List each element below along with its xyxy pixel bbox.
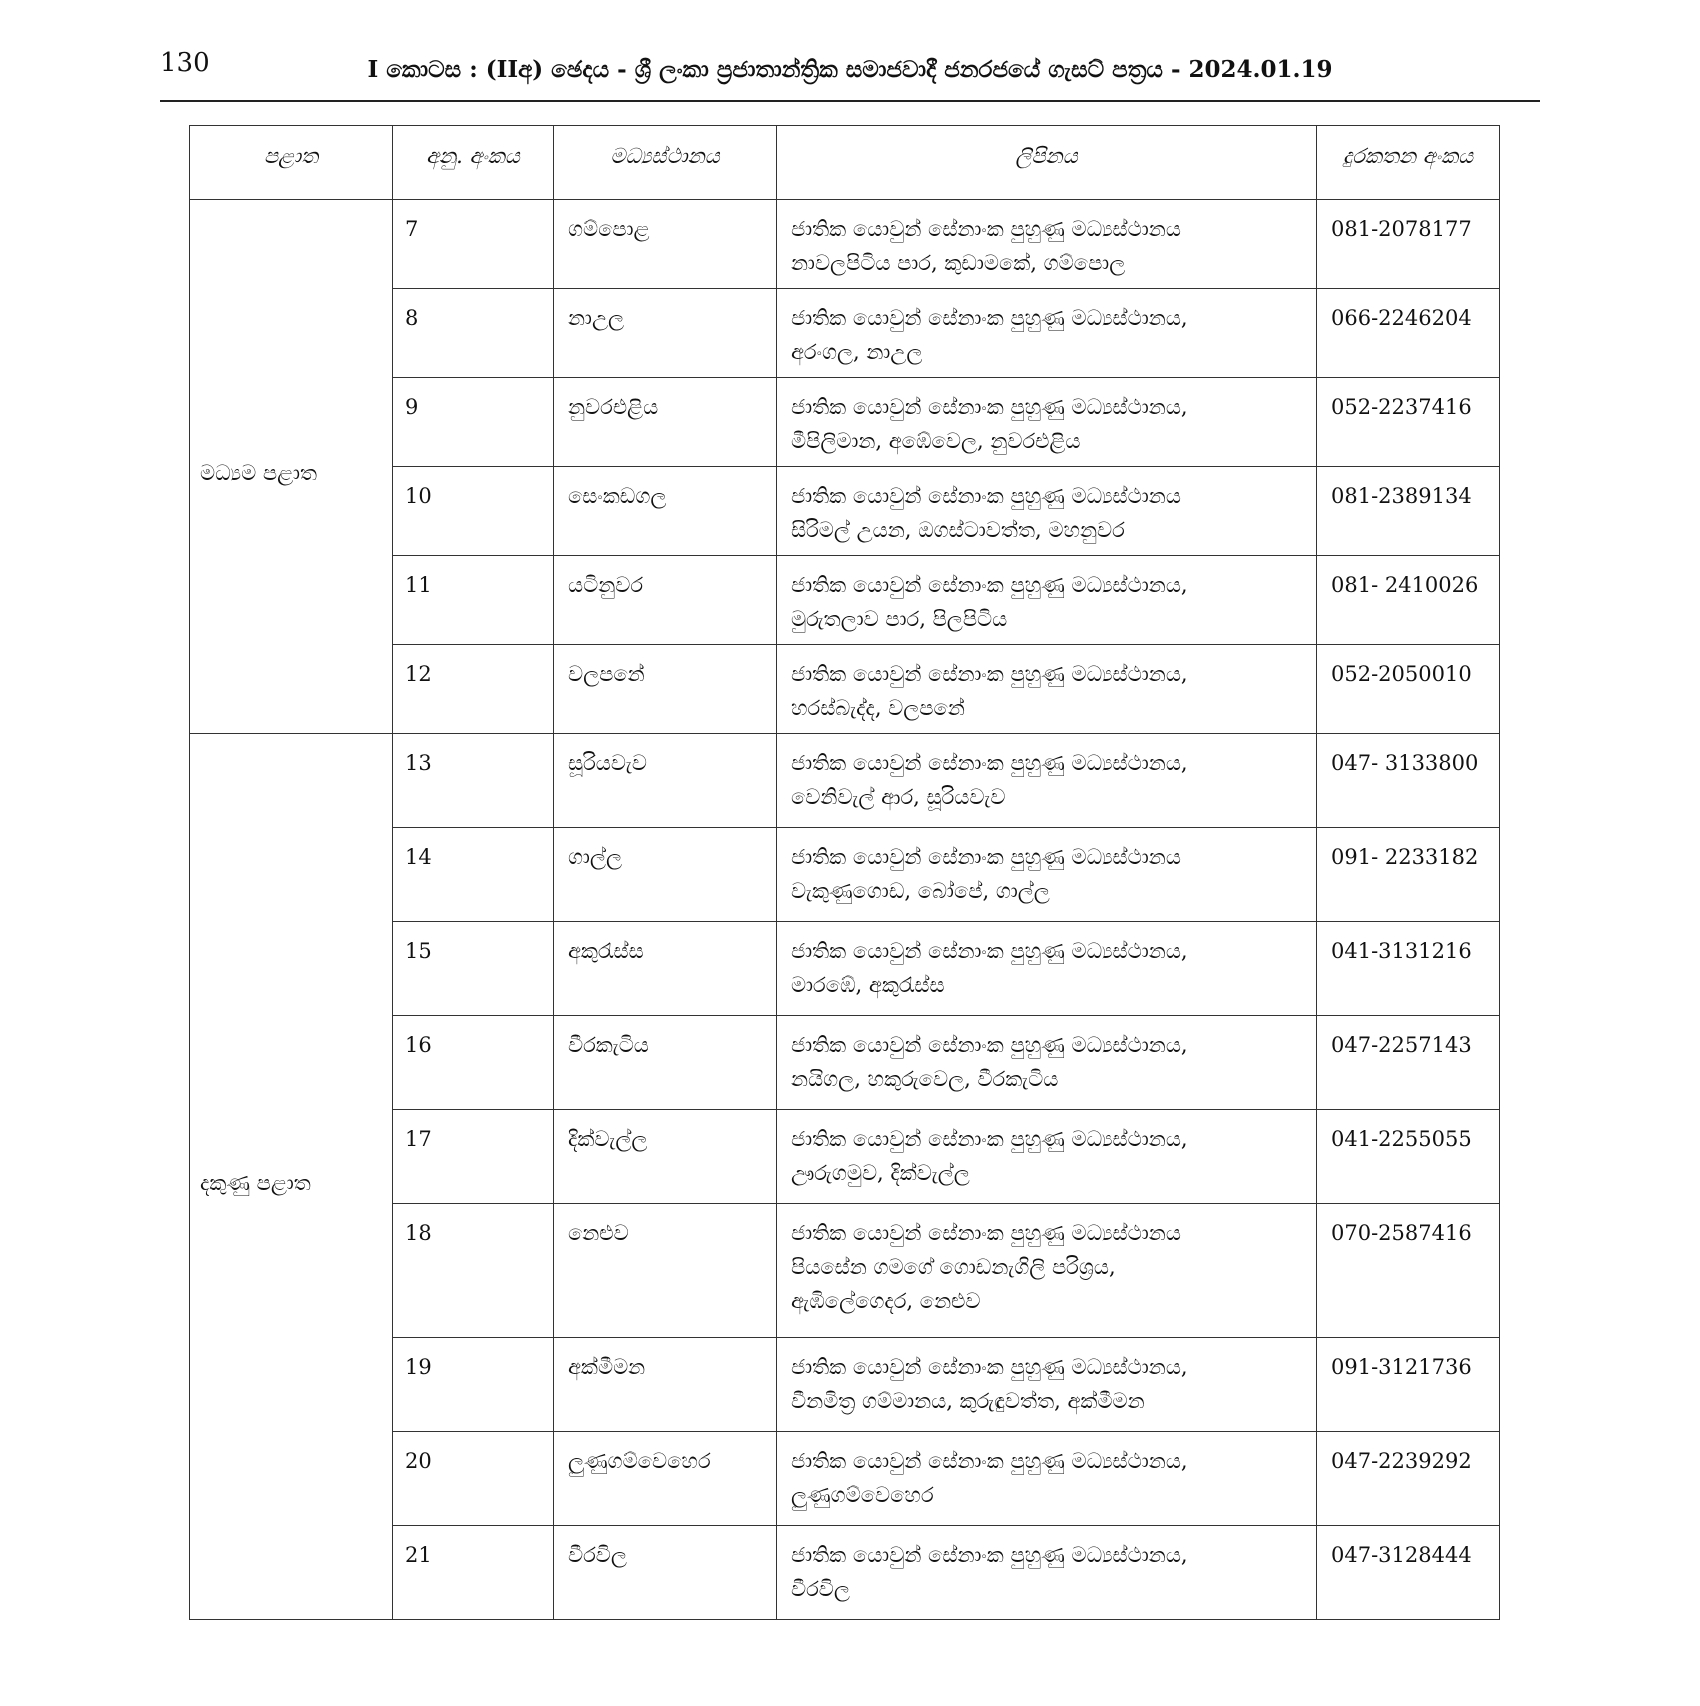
phone-number-cell: 081- 2410026: [1317, 556, 1500, 645]
table-body: [190, 200, 1500, 1620]
address-line: මුරුතලාව පාර, පිලපිටිය: [791, 607, 1008, 631]
center-name-cell: අකුරැස්ස: [554, 922, 777, 1016]
serial-number-cell: 20: [393, 1432, 554, 1526]
address-line: ජාතික යොවුන් සේනාංක පුහුණු මධ්‍යස්ථානය: [791, 217, 1181, 241]
address-cell: [777, 1338, 1317, 1432]
address-cell: [777, 828, 1317, 922]
center-name-cell: නාඋල: [554, 289, 777, 378]
center-name-cell: යටිනුවර: [554, 556, 777, 645]
address-cell: [777, 556, 1317, 645]
phone-number-cell: 070-2587416: [1317, 1204, 1500, 1338]
address-line: ජාතික යොවුන් සේනාංක පුහුණු මධ්‍යස්ථානය,: [791, 1543, 1188, 1567]
address-line: ඇඹිලේගෙදර, නෙළුව: [791, 1289, 981, 1313]
address-line: ජාතික යොවුන් සේනාංක පුහුණු මධ්‍යස්ථානය,: [791, 751, 1188, 775]
center-name-cell: ගම්පොළ: [554, 200, 777, 289]
address-cell: [777, 1110, 1317, 1204]
serial-number-cell: 21: [393, 1526, 554, 1620]
address-line: ජාතික යොවුන් සේනාංක පුහුණු මධ්‍යස්ථානය,: [791, 1127, 1188, 1151]
page-number: 130: [160, 48, 210, 78]
training-centers-table: [189, 125, 1500, 1620]
serial-number-cell: 13: [393, 734, 554, 828]
address-line: වැකුණුගොඩ, බෝපේ, ගාල්ල: [791, 879, 1050, 903]
serial-number-cell: 19: [393, 1338, 554, 1432]
serial-number-cell: 17: [393, 1110, 554, 1204]
serial-number-cell: 14: [393, 828, 554, 922]
phone-number-cell: 091- 2233182: [1317, 828, 1500, 922]
serial-number-cell: 9: [393, 378, 554, 467]
column-header-address: ලිපිනය: [777, 126, 1317, 200]
serial-number-cell: 12: [393, 645, 554, 734]
province-cell: මධ්‍යම පළාත: [190, 200, 393, 734]
column-header-phone: දුරකතන අංකය: [1317, 126, 1500, 200]
address-line: ජාතික යොවුන් සේනාංක පුහුණු මධ්‍යස්ථානය,: [791, 939, 1188, 963]
address-line: මීපිලිමාන, අඹේවෙල, නුවරඑළිය: [791, 429, 1081, 453]
phone-number-cell: 052-2237416: [1317, 378, 1500, 467]
center-name-cell: වීරවිල: [554, 1526, 777, 1620]
address-line: නයිගල, හකුරුවෙල, වීරකැටිය: [791, 1067, 1059, 1091]
address-line: ජාතික යොවුන් සේනාංක පුහුණු මධ්‍යස්ථානය,: [791, 1449, 1188, 1473]
phone-number-cell: 047-2239292: [1317, 1432, 1500, 1526]
phone-number-cell: 091-3121736: [1317, 1338, 1500, 1432]
header-rule: [160, 100, 1540, 102]
address-line: ජාතික යොවුන් සේනාංක පුහුණු මධ්‍යස්ථානය: [791, 845, 1181, 869]
gazette-running-title: I කොටස : (IIඅ) ඡෙදය - ශ්‍රී ලංකා ප්‍රජාතාන්ත්‍රික සමාජවාදී ජනරජයේ ගැසට් පත්‍රය - 2024.01.19: [367, 56, 1333, 83]
phone-number-cell: 047-2257143: [1317, 1016, 1500, 1110]
center-name-cell: දික්වැල්ල: [554, 1110, 777, 1204]
address-cell: [777, 1204, 1317, 1338]
phone-number-cell: 047- 3133800: [1317, 734, 1500, 828]
phone-number-cell: 041-2255055: [1317, 1110, 1500, 1204]
serial-number-cell: 18: [393, 1204, 554, 1338]
address-cell: [777, 734, 1317, 828]
table-row: [190, 734, 1500, 828]
center-name-cell: සෙංකඩගල: [554, 467, 777, 556]
address-line: වීනමිත්‍ර ගම්මානය, කුරුඳුවත්ත, අක්මීමන: [791, 1389, 1145, 1413]
serial-number-cell: 11: [393, 556, 554, 645]
center-name-cell: ගාල්ල: [554, 828, 777, 922]
address-line: ජාතික යොවුන් සේනාංක පුහුණු මධ්‍යස්ථානය,: [791, 662, 1188, 686]
center-name-cell: ලුණුගම්වෙහෙර: [554, 1432, 777, 1526]
center-name-cell: නුවරඑළිය: [554, 378, 777, 467]
address-cell: [777, 467, 1317, 556]
center-name-cell: අක්මීමන: [554, 1338, 777, 1432]
address-line: ජාතික යොවුන් සේනාංක පුහුණු මධ්‍යස්ථානය,: [791, 1033, 1188, 1057]
address-line: අරංගල, නාඋල: [791, 340, 923, 364]
address-cell: [777, 1432, 1317, 1526]
serial-number-cell: 10: [393, 467, 554, 556]
address-line: වීරවිල: [791, 1577, 850, 1601]
address-cell: [777, 922, 1317, 1016]
address-line: නාවලපිටිය පාර, කුඩාමකේ, ගම්පොල: [791, 251, 1126, 275]
serial-number-cell: 16: [393, 1016, 554, 1110]
center-name-cell: සූරියවැව: [554, 734, 777, 828]
center-name-cell: නෙළුව: [554, 1204, 777, 1338]
address-line: ලුණුගම්වෙහෙර: [791, 1483, 934, 1507]
phone-number-cell: 052-2050010: [1317, 645, 1500, 734]
address-line: ජාතික යොවුන් සේනාංක පුහුණු මධ්‍යස්ථානය: [791, 484, 1181, 508]
phone-number-cell: 041-3131216: [1317, 922, 1500, 1016]
address-cell: [777, 1526, 1317, 1620]
address-line: ඌරුගමුව, දික්වැල්ල: [791, 1161, 970, 1185]
address-cell: [777, 378, 1317, 467]
address-cell: [777, 1016, 1317, 1110]
phone-number-cell: 081-2389134: [1317, 467, 1500, 556]
address-line: ජාතික යොවුන් සේනාංක පුහුණු මධ්‍යස්ථානය: [791, 1221, 1181, 1245]
column-header-center: මධ්‍යස්ථානය: [554, 126, 777, 200]
column-header-province: පළාත: [190, 126, 393, 200]
address-cell: [777, 289, 1317, 378]
table-header-row: [190, 126, 1500, 200]
table-row: [190, 200, 1500, 289]
address-line: ජාතික යොවුන් සේනාංක පුහුණු මධ්‍යස්ථානය,: [791, 573, 1188, 597]
address-line: ජාතික යොවුන් සේනාංක පුහුණු මධ්‍යස්ථානය,: [791, 306, 1188, 330]
address-line: ජාතික යොවුන් සේනාංක පුහුණු මධ්‍යස්ථානය,: [791, 1355, 1188, 1379]
address-cell: [777, 200, 1317, 289]
phone-number-cell: 081-2078177: [1317, 200, 1500, 289]
serial-number-cell: 15: [393, 922, 554, 1016]
serial-number-cell: 7: [393, 200, 554, 289]
address-line: පියසේන ගමගේ ගොඩනැගිලි පරිශ්‍රය,: [791, 1255, 1116, 1279]
phone-number-cell: 066-2246204: [1317, 289, 1500, 378]
phone-number-cell: 047-3128444: [1317, 1526, 1500, 1620]
column-header-serial-number: අනු. අංකය: [393, 126, 554, 200]
serial-number-cell: 8: [393, 289, 554, 378]
center-name-cell: වලපනේ: [554, 645, 777, 734]
province-cell: දකුණු පළාත: [190, 734, 393, 1620]
address-line: සිරිමල් උයන, ඔගස්ටාවත්ත, මහනුවර: [791, 518, 1125, 542]
address-line: හරස්බැද්ද, වලපනේ: [791, 696, 965, 720]
address-line: ජාතික යොවුන් සේනාංක පුහුණු මධ්‍යස්ථානය,: [791, 395, 1188, 419]
center-name-cell: වීරකැටිය: [554, 1016, 777, 1110]
address-line: මාරඹේ, අකුරැස්ස: [791, 973, 945, 997]
address-line: වෙනිවැල් ආර, සූරියවැව: [791, 785, 1006, 809]
address-cell: [777, 645, 1317, 734]
